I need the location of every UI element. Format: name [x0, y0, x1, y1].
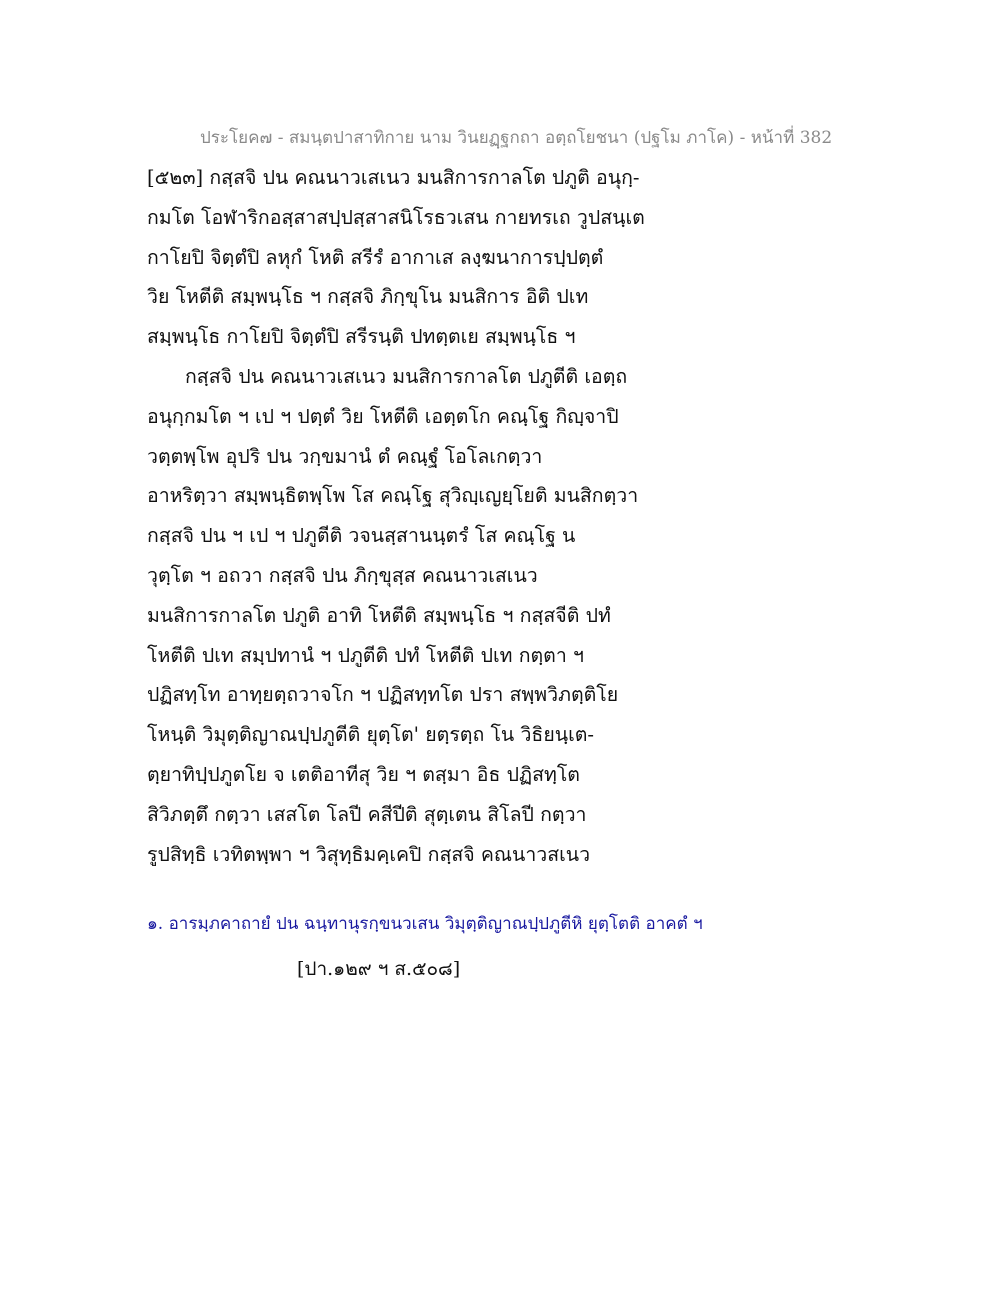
body-line: โหตีติ ปเท สมฺปทานํ ฯ ปภูตีติ ปทํ โหตีติ ปเท กตฺตา ฯ — [147, 643, 584, 667]
body-line: [๕๒๓] กสฺสจิ ปน คณนาวเสเนว มนสิการกาลโต ปภูติ อนุกฺ- — [147, 166, 640, 189]
body-line: อนุกฺกมโต ฯ เป ฯ ปตฺตํ วิย โหตีติ เอตฺตโก คณฺโฐ กิญฺจาปิ — [147, 404, 619, 428]
body-line: วิย โหตีติ สมฺพนฺโธ ฯ กสฺสจิ ภิกฺขุโน มนสิการ อิติ ปเท — [147, 285, 589, 309]
body-line: วุตฺโต ฯ อถวา กสฺสจิ ปน ภิกฺขุสฺส คณนาวเสเนว — [147, 563, 538, 587]
body-line: รูปสิทฺธิ เวทิตพฺพา ฯ วิสุทฺธิมคฺเคปิ กสฺสจิ คณนาวสเนว — [147, 842, 591, 866]
body-line: ตฺยาทิปฺปภูตโย จ เตติอาทีสุ วิย ฯ ตสฺมา อิธ ปฏิสทฺโต — [147, 762, 580, 786]
body-line: วตฺตพฺโพ อุปริ ปน วกฺขมานํ ตํ คณฺฐํ โอโลเกตฺวา — [147, 444, 543, 468]
body-text — [147, 158, 907, 874]
body-line: สิวิภตฺตึ กตฺวา เสสโต โลปี คสีปีติ สุตฺเตน สิโลปี กตฺวา — [147, 802, 587, 826]
body-line: กมโต โอฬาริกอสฺสาสปฺปสฺสาสนิโรธวเสน กายทรเถ วูปสนฺเต — [147, 205, 645, 229]
body-line: กาโยปิ จิตฺตํปิ ลหุกํ โหติ สรีรํ อากาเส ลงฺฆนาการปฺปตฺตํ — [147, 245, 604, 269]
footnote: ๑. อารมฺภคาถายํ ปน ฉนฺทานุรกฺขนวเสน วิมุตฺติญาณปฺปภูตีหิ ยุตฺโตติ อาคตํ ฯ — [147, 914, 703, 934]
page-reference: [ปา.๑๒๙ ฯ ส.๕๐๘] — [297, 958, 461, 980]
page-header: ประโยค๗ - สมนฺตปาสาทิกาย นาม วินยฏฺฐกถา อตฺถโยชนา (ปฐโม ภาโค) - หน้าที่ 382 — [200, 128, 833, 148]
body-line: อาหริตฺวา สมฺพนฺธิตพฺโพ โส คณฺโฐ สุวิญฺเญยฺโยติ มนสิกตฺวา — [147, 484, 639, 508]
body-line: กสฺสจิ ปน คณนาวเสเนว มนสิการกาลโต ปภูตีติ เอตฺถ — [185, 364, 628, 388]
body-line: สมฺพนฺโธ กาโยปิ จิตฺตํปิ สรีรนฺติ ปทตฺตเย สมฺพนฺโธ ฯ — [147, 325, 576, 349]
body-line: มนสิการกาลโต ปภูติ อาทิ โหตีติ สมฺพนฺโธ ฯ กสฺสจีติ ปทํ — [147, 603, 611, 627]
body-line: โหนฺติ วิมุตฺติญาณปฺปภูตีติ ยุตฺโต' ยตฺรตฺถ โน วิธิยนฺเต- — [147, 723, 594, 747]
body-line: กสฺสจิ ปน ฯ เป ฯ ปภูตีติ วจนสฺสานนฺตรํ โส คณฺโฐ น — [147, 524, 576, 548]
body-line: ปฏิสทฺโท อาทฺยตฺถวาจโก ฯ ปฏิสทฺทโต ปรา สพฺพวิภตฺติโย — [147, 683, 619, 707]
